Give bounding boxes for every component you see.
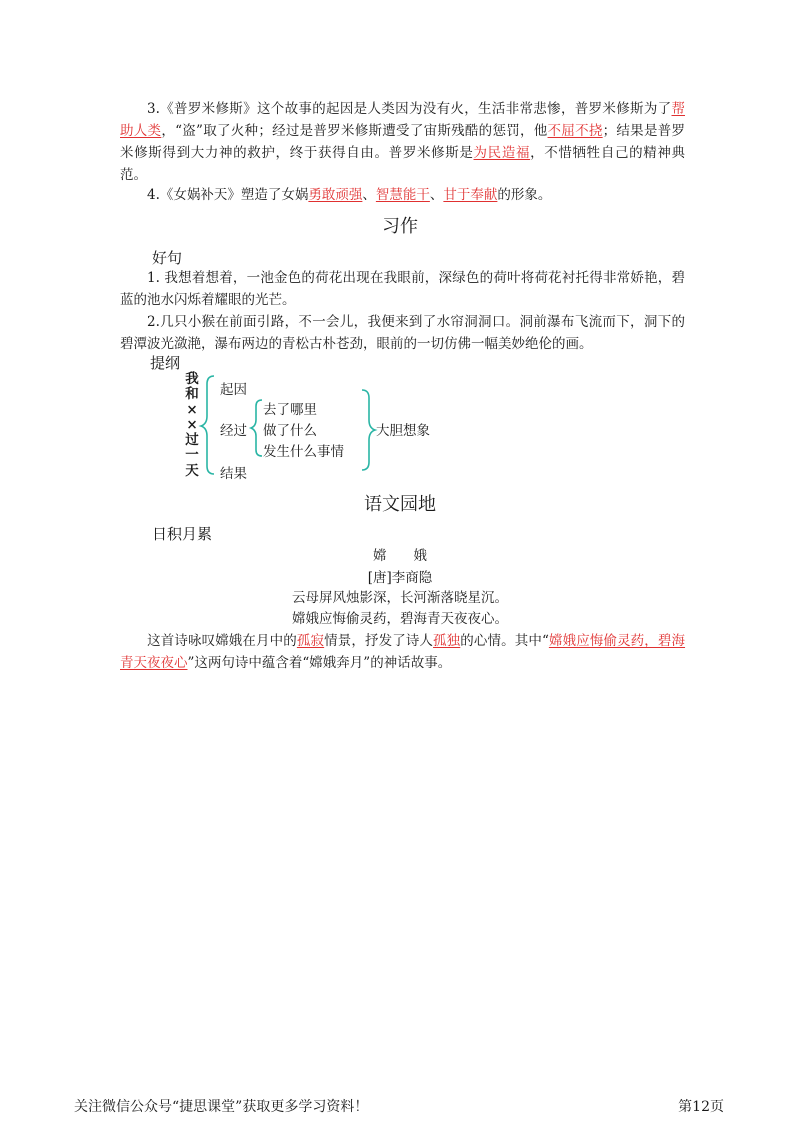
outline-process-item: 去了哪里 xyxy=(263,402,317,418)
poem-author: [唐]李商隐 xyxy=(367,570,433,586)
outline-label: 提纲 xyxy=(150,354,181,372)
page-number: 第12页 xyxy=(678,1099,724,1115)
topic-char: 我 xyxy=(185,371,199,387)
topic-char: 过 xyxy=(185,432,199,449)
right-brace xyxy=(362,390,375,470)
separator: 、 xyxy=(362,187,376,203)
topic-char: 和 xyxy=(185,386,199,403)
question-number: 4. xyxy=(147,187,160,203)
question-text: ，“盗”取了火种；经过是普罗米修斯遭受了宙斯残酷的惩罚，他 xyxy=(161,123,548,139)
answer-blank: 帮助人类 xyxy=(120,101,685,139)
answer-blank: 甘于奉献 xyxy=(443,187,498,203)
topic-char: 天 xyxy=(185,462,199,479)
inner-brace xyxy=(251,400,262,456)
good-sentences-label: 好句 xyxy=(152,249,183,267)
outline-cause: 起因 xyxy=(220,382,247,398)
poem-analysis xyxy=(120,630,685,674)
answer-blank: 嫦娥应悔偷灵药，碧海青天夜夜心 xyxy=(120,633,686,671)
topic-char: 一 xyxy=(185,447,199,464)
outline-process: 经过 xyxy=(220,423,247,439)
outline-result: 结果 xyxy=(220,466,247,482)
question-text: 的形象。 xyxy=(497,187,552,203)
answer-blank: 为民造福 xyxy=(473,145,531,161)
question-number: 3. xyxy=(147,101,160,117)
analysis-text: 情景，抒发了诗人 xyxy=(324,633,434,649)
daily-accumulation-label: 日积月累 xyxy=(152,525,213,543)
question-text: ，不惜牺牲自己的精神典范。 xyxy=(120,145,686,183)
separator: 、 xyxy=(429,187,444,203)
answer-blank: 不屈不挠 xyxy=(547,123,603,139)
answer-blank: 孤寂 xyxy=(296,633,325,649)
analysis-text: ”这两句诗中蕴含着“嫦娥奔月”的神话故事。 xyxy=(187,655,452,671)
answer-blank: 孤独 xyxy=(433,633,461,649)
question-text: ；结果是普罗米修斯得到大力神的救护，终于获得自由。普罗米修斯是 xyxy=(120,123,686,161)
section-title-writing: 习作 xyxy=(382,216,418,237)
topic-char: × xyxy=(186,416,198,433)
poem-line: 嫦娥应悔偷灵药，碧海青天夜夜心。 xyxy=(292,611,508,627)
answer-blank: 智慧能干 xyxy=(375,187,430,203)
footer-promo: 关注微信公众号“捷思课堂”获取更多学习资料！ xyxy=(74,1099,369,1115)
answer-blank: 勇敢顽强 xyxy=(308,187,363,203)
outline-process-item: 做了什么 xyxy=(263,423,317,439)
analysis-text: 这首诗咏叹嫦娥在月中的 xyxy=(147,633,297,649)
question-text: 《普罗米修斯》这个故事的起因是人类因为没有火，生活非常悲惨，普罗米修斯为了 xyxy=(159,101,672,117)
outline-process-item: 发生什么事情 xyxy=(263,444,344,460)
poem-line: 云母屏风烛影深，长河渐落晓星沉。 xyxy=(292,590,508,606)
question-text: 《女娲补天》塑造了女娲 xyxy=(159,187,309,203)
sentence-text: 2.几只小猴在前面引路，不一会儿，我便来到了水帘洞洞口。洞前瀑布飞流而下，洞下的碧潭波光潋滟，瀑布两边的青松古朴苍劲，眼前的一切仿佛一幅美妙绝伦的画。 xyxy=(120,314,685,352)
sentence-text: 1. 我想着想着，一池金色的荷花出现在我眼前，深绿色的荷叶将荷花衬托得非常娇艳，碧蓝的池水闪烁着耀眼的光芒。 xyxy=(120,270,685,308)
poem-title: 嫦 娥 xyxy=(373,548,427,564)
left-brace xyxy=(201,376,214,474)
analysis-text: 的心情。其中“ xyxy=(460,633,549,649)
outline-note: 大胆想象 xyxy=(376,423,430,439)
topic-char: × xyxy=(186,401,198,418)
section-title-garden: 语文园地 xyxy=(364,494,436,515)
